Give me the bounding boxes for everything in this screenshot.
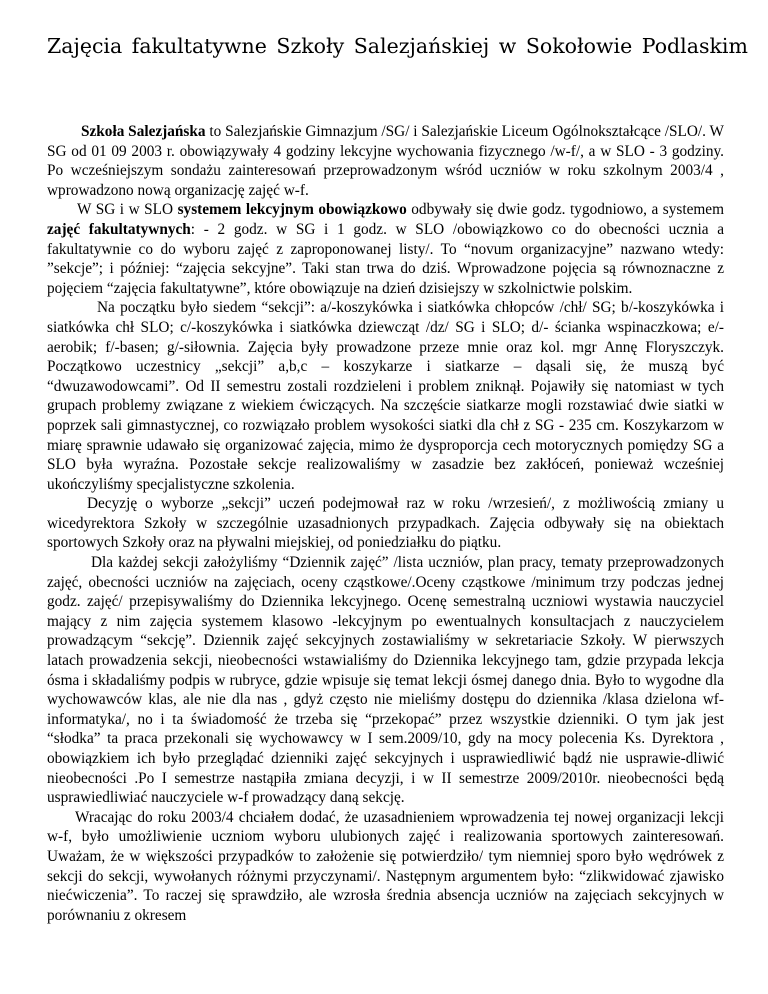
- bold-phrase: systemem lekcyjnym obowiązkowo: [177, 201, 407, 219]
- paragraph-1: [47, 122, 724, 200]
- paragraph-6: [47, 808, 724, 926]
- paragraph-2: [47, 200, 724, 298]
- bold-lead: Szkoła Salezjańska: [81, 123, 206, 140]
- document-title: Zajęcia fakultatywne Szkoły Salezjańskiej w Sokołowie Podlaskim: [47, 34, 748, 58]
- document-body: [47, 122, 724, 925]
- paragraph-3: [47, 298, 724, 494]
- bold-phrase: zajęć fakultatywnych: [47, 220, 191, 238]
- paragraph-text: Decyzję o wyborze „sekcji” uczeń podejmował raz w roku /wrzesień/, z możliwością zmiany u wicedyrektora Szkoły w szczególnie uzasadnionych przypadkach. Zajęcia odbywały się na obiektach sportowych Szkoły oraz na pływalni miejskiej, od poniedziałku do piątku.: [47, 495, 724, 552]
- paragraph-text: W SG i w SLO: [77, 201, 178, 219]
- paragraph-text: to Salezjańskie Gimnazjum /SG/ i Salezjańskie Liceum Ogólnokształcące /SLO/. W SG od 01 09 2003 r. obowiązywały 4 godziny lekcyjne wychowania fizycznego /w-f/, a w SLO - 3 godziny. Po wcześniejszym sondażu zainteresowań przeprowadzonym wśród uczniów w roku szkolnym 2003/4 , wprowadzono nową organizację zajęć w-f.: [47, 123, 724, 199]
- paragraph-text: : - 2 godz. w SG i 1 godz. w SLO /obowiązkowo co do obecności ucznia a fakultatywnie co do wyboru zajęć z zaproponowanej listy/. To “novum organizacyjne” nazwano wtedy: ”sekcje”; i później: “zajęcia sekcyjne”. Taki stan trwa do dziś. Wprowadzone pojęcia są równoznaczne z pojęciem “zajęcia fakultatywne”, które obowiązuje na dzień dzisiejszy w szkolnictwie polskim.: [47, 220, 724, 297]
- paragraph-text: odbywały się dwie godz. tygodniowo, a systemem: [406, 201, 724, 219]
- paragraph-5: [47, 553, 724, 808]
- paragraph-4: [47, 494, 724, 553]
- paragraph-text: Dla każdej sekcji założyliśmy “Dziennik zajęć” /lista uczniów, plan pracy, tematy przeprowadzonych zajęć, obecności uczniów na zajęciach, oceny cząstkowe/.Oceny cząstkowe /minimum trzy podczas jednej godz. zajęć/ przepisywaliśmy do Dziennika lekcyjnego. Ocenę semestralną uczniowi wystawia nauczyciel mający z nim zajęcia systemem klasowo -lekcyjnym po ewentualnych konsultacjach z nauczycielem prowadzącym “sekcję”. Dziennik zajęć sekcyjnych zostawialiśmy w sekretariacie Szkoły. W pierwszych latach prowadzenia sekcji, nieobecności wstawialiśmy do Dziennika lekcyjnego tam, gdzie przypada lekcja ósma i składaliśmy podpis w rubryce, gdzie wpisuje się temat lekcji ósmej danego dnia. Było to wygodne dla wychowawców klas, ale nie dla nas , gdyż często nie mieliśmy dostępu do dziennika /klasa dzielona wf-informatyka/, no i ta świadomość że trzeba się “przekopać” przez wszystkie dzienniki. O tym jak jest “słodka” ta praca przekonali się wychowawcy w I sem.2009/10, gdy na mocy polecenia Ks. Dyrektora , obowiązkiem ich było przeglądać dzienniki zajęć sekcyjnych i usprawiedliwić bądź nie usprawie-dliwić nieobecności .Po I semestrze nastąpiła zmiana decyzji, i w II semestrze 2009/2010r. nieobecności będą usprawiedliwiać nauczyciele w-f prowadzący daną sekcję.: [47, 554, 724, 807]
- paragraph-text: Na początku było siedem “sekcji”: a/-koszykówka i siatkówka chłopców /chł/ SG; b/-koszykówka i siatkówka chł SLO; c/-koszykówka i siatkówka dziewcząt /dz/ SG i SLO; d/- ścianka wspinaczkowa; e/-aerobik; f/-basen; g/-siłownia. Zajęcia były prowadzone przeze mnie oraz kol. mgr Annę Floryszczyk. Początkowo uczestnicy „sekcji” a,b,c – koszykarze i siatkarze – dąsali się, że muszą być “dwuzawodowcami”. Od II semestru zostali rozdzieleni i problem zniknął. Pojawiły się natomiast w tych grupach problemy związane z wiekiem ćwiczących. Na szczęście siatkarze mogli rozstawiać dwie siatki w poprzek sali gimnastycznej, co rozwiązało problem wysokości siatki dla chł z SG - 235 cm. Koszykarzom w miarę sprawnie udawało się organizować zajęcia, mimo że dysproporcja cech motorycznych pomiędzy SG a SLO była wyraźna. Pozostałe sekcje realizowaliśmy w zasadzie bez zakłóceń, ponieważ wcześniej ukończyliśmy specjalistyczne szkolenia.: [47, 299, 724, 493]
- paragraph-text: Wracając do roku 2003/4 chciałem dodać, że uzasadnieniem wprowadzenia tej nowej organizacji lekcji w-f, było umożliwienie uczniom wyboru ulubionych zajęć i realizowania sportowych zainteresowań. Uważam, że w większości przypadków to założenie się potwierdziło/ tym niemniej sporo było wędrówek z sekcji do sekcji, wywołanych różnymi przyczynami/. Następnym argumentem było: “zlikwidować zjawisko niećwiczenia”. To raczej się sprawdziło, ale wzrosła średnia absencja uczniów na zajęciach sekcyjnych w porównaniu z okresem: [47, 808, 724, 924]
